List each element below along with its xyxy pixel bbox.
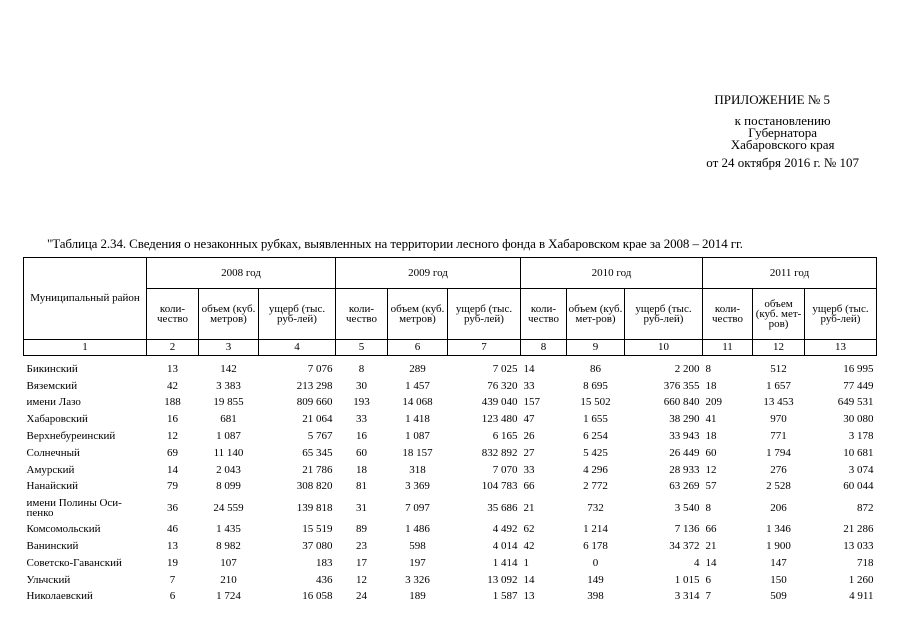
value-cell: 732 — [587, 501, 604, 514]
table-row — [24, 555, 877, 572]
value-cell: 30 080 — [843, 413, 874, 426]
district-name-cell: имени Лазо — [26, 396, 81, 409]
value-cell: 832 892 — [481, 446, 518, 459]
value-cell: 6 254 — [583, 430, 608, 443]
value-cell: 18 157 — [402, 446, 433, 459]
value-cell: 8 099 — [216, 480, 241, 493]
value-cell: 81 — [356, 480, 367, 493]
value-cell: 16 — [167, 413, 178, 426]
value-cell: 79 — [167, 480, 178, 493]
table-title: "Таблица 2.34. Сведения о незаконных рубках, выявленных на территории лесного фонда в Хабаровском крае за 2008 – 2014 гг. — [47, 236, 743, 251]
value-cell: 660 840 — [663, 396, 700, 409]
value-cell: 19 855 — [213, 396, 244, 409]
value-cell: 150 — [770, 573, 787, 586]
table-row — [24, 521, 877, 538]
value-cell: 1 346 — [766, 523, 791, 536]
value-cell: 872 — [857, 501, 874, 514]
column-number: 9 — [567, 340, 625, 356]
district-name-cell: Комсомольский — [26, 523, 101, 536]
value-cell: 7 136 — [674, 523, 700, 536]
table-body — [24, 356, 877, 606]
table-row — [24, 589, 877, 606]
value-cell: 69 — [167, 446, 178, 459]
district-name-cell: имени Полины Оси-пенко — [26, 497, 122, 520]
value-cell: 1 457 — [405, 379, 430, 392]
value-cell: 30 — [356, 379, 367, 392]
illegal-logging-table — [23, 257, 877, 605]
value-cell: 14 068 — [402, 396, 433, 409]
column-number: 10 — [625, 340, 703, 356]
value-cell: 8 — [705, 501, 711, 514]
value-cell: 318 — [409, 463, 426, 476]
value-cell: 21 — [705, 540, 717, 553]
measure-column-header: коли-чество — [147, 289, 199, 340]
value-cell: 14 — [167, 463, 178, 476]
value-cell: 60 — [705, 446, 717, 459]
column-number: 3 — [199, 340, 259, 356]
column-number: 12 — [753, 340, 805, 356]
value-cell: 1 724 — [216, 590, 241, 603]
measure-column-header: коли-чество — [703, 289, 753, 340]
value-cell: 3 314 — [674, 590, 700, 603]
value-cell: 18 — [356, 463, 367, 476]
value-cell: 3 540 — [674, 501, 700, 514]
value-cell: 16 058 — [302, 590, 333, 603]
value-cell: 60 — [356, 446, 367, 459]
value-cell: 15 519 — [302, 523, 333, 536]
value-cell: 7 076 — [307, 362, 333, 375]
value-cell: 1 655 — [583, 413, 608, 426]
value-cell: 6 178 — [583, 540, 608, 553]
resolution-reference — [706, 115, 859, 169]
district-name-cell: Ульчский — [26, 573, 71, 586]
value-cell: 1 486 — [405, 523, 430, 536]
measure-column-header: объем (куб. мет-ров) — [567, 289, 625, 340]
value-cell: 376 355 — [663, 379, 700, 392]
value-cell: 107 — [220, 556, 237, 569]
district-name-cell: Николаевский — [26, 590, 93, 603]
value-cell: 970 — [770, 413, 787, 426]
value-cell: 1 794 — [766, 446, 791, 459]
value-cell: 19 — [167, 556, 178, 569]
value-cell: 8 — [705, 362, 711, 375]
value-cell: 66 — [523, 480, 535, 493]
value-cell: 14 — [523, 362, 535, 375]
district-name-cell: Верхнебуреинский — [26, 430, 116, 443]
value-cell: 206 — [770, 501, 787, 514]
value-cell: 5 767 — [307, 430, 333, 443]
value-cell: 47 — [523, 413, 535, 426]
value-cell: 10 681 — [843, 446, 874, 459]
value-cell: 57 — [705, 480, 717, 493]
value-cell: 7 — [705, 590, 711, 603]
value-cell: 1 260 — [848, 573, 874, 586]
value-cell: 436 — [316, 573, 333, 586]
value-cell: 7 025 — [492, 362, 518, 375]
district-name-cell: Хабаровский — [26, 413, 88, 426]
value-cell: 157 — [523, 396, 540, 409]
value-cell: 147 — [770, 556, 787, 569]
resolution-line: к постановлению — [734, 113, 831, 128]
value-cell: 13 — [167, 540, 178, 553]
value-cell: 213 298 — [296, 379, 333, 392]
table-row — [24, 479, 877, 496]
table-row — [24, 572, 877, 589]
district-name-cell: Советско-Гаванский — [26, 556, 122, 569]
table-row — [24, 411, 877, 428]
table-row — [24, 428, 877, 445]
value-cell: 8 982 — [216, 540, 241, 553]
column-number: 6 — [388, 340, 448, 356]
value-cell: 1 587 — [492, 590, 518, 603]
value-cell: 33 — [523, 379, 535, 392]
table-row — [24, 462, 877, 479]
header-row-column-numbers — [24, 340, 877, 356]
value-cell: 308 820 — [296, 480, 333, 493]
value-cell: 6 — [169, 590, 176, 603]
value-cell: 26 — [523, 430, 535, 443]
value-cell: 38 290 — [669, 413, 700, 426]
value-cell: 649 531 — [837, 396, 874, 409]
value-cell: 76 320 — [487, 379, 518, 392]
value-cell: 197 — [409, 556, 426, 569]
value-cell: 3 178 — [848, 430, 874, 443]
measure-column-header: ущерб (тыс. руб-лей) — [805, 289, 877, 340]
value-cell: 512 — [770, 362, 787, 375]
value-cell: 35 686 — [487, 501, 518, 514]
value-cell: 62 — [523, 523, 535, 536]
value-cell: 189 — [409, 590, 426, 603]
value-cell: 5 425 — [583, 446, 608, 459]
value-cell: 439 040 — [481, 396, 518, 409]
value-cell: 13 — [523, 590, 535, 603]
value-cell: 1 087 — [405, 430, 430, 443]
value-cell: 41 — [705, 413, 717, 426]
value-cell: 8 695 — [583, 379, 608, 392]
district-name-cell: Ванинский — [26, 540, 79, 553]
district-name-cell: Вяземский — [26, 379, 78, 392]
value-cell: 13 453 — [763, 396, 794, 409]
table-row — [24, 538, 877, 555]
value-cell: 14 — [705, 556, 717, 569]
value-cell: 8 — [358, 362, 365, 375]
value-cell: 13 033 — [843, 540, 874, 553]
table-row — [24, 395, 877, 412]
value-cell: 24 559 — [213, 501, 244, 514]
value-cell: 7 070 — [492, 463, 518, 476]
value-cell: 1 435 — [216, 523, 241, 536]
resolution-line: Хабаровского края — [730, 137, 835, 152]
value-cell: 289 — [409, 362, 426, 375]
value-cell: 123 480 — [481, 413, 518, 426]
value-cell: 210 — [220, 573, 237, 586]
value-cell: 77 449 — [843, 379, 874, 392]
value-cell: 23 — [356, 540, 367, 553]
resolution-line: от 24 октября 2016 г. № 107 — [706, 155, 859, 170]
value-cell: 11 140 — [213, 446, 244, 459]
value-cell: 149 — [587, 573, 604, 586]
value-cell: 3 383 — [216, 379, 241, 392]
value-cell: 718 — [857, 556, 874, 569]
column-number: 1 — [24, 340, 147, 356]
value-cell: 1 900 — [766, 540, 791, 553]
measure-column-header: объем (куб. мет-ров) — [753, 289, 805, 340]
value-cell: 6 165 — [492, 430, 518, 443]
table-row — [24, 378, 877, 395]
district-name-cell: Нанайский — [26, 480, 78, 493]
column-number: 2 — [147, 340, 199, 356]
value-cell: 2 528 — [766, 480, 791, 493]
value-cell: 12 — [705, 463, 717, 476]
value-cell: 193 — [353, 396, 370, 409]
value-cell: 89 — [356, 523, 367, 536]
value-cell: 2 043 — [216, 463, 241, 476]
value-cell: 65 345 — [302, 446, 333, 459]
measure-column-header: объем (куб. метров) — [388, 289, 448, 340]
value-cell: 37 080 — [302, 540, 333, 553]
table-row — [24, 361, 877, 378]
value-cell: 86 — [590, 362, 601, 375]
value-cell: 18 — [705, 430, 717, 443]
value-cell: 4 014 — [492, 540, 518, 553]
value-cell: 0 — [592, 556, 599, 569]
district-name-cell: Солнечный — [26, 446, 80, 459]
header-row-years — [24, 258, 877, 289]
value-cell: 13 092 — [487, 573, 518, 586]
value-cell: 398 — [587, 590, 604, 603]
value-cell: 1 414 — [492, 556, 518, 569]
resolution-line: Губернатора — [748, 125, 817, 140]
table-header — [24, 258, 877, 356]
value-cell: 33 943 — [669, 430, 700, 443]
value-cell: 27 — [523, 446, 535, 459]
district-column-header: Муниципальный район — [24, 258, 147, 340]
value-cell: 142 — [220, 362, 237, 375]
value-cell: 31 — [356, 501, 367, 514]
value-cell: 16 995 — [843, 362, 874, 375]
value-cell: 104 783 — [481, 480, 518, 493]
value-cell: 2 772 — [583, 480, 608, 493]
value-cell: 17 — [356, 556, 367, 569]
value-cell: 21 064 — [302, 413, 333, 426]
value-cell: 12 — [356, 573, 367, 586]
value-cell: 139 818 — [296, 501, 333, 514]
value-cell: 28 933 — [669, 463, 700, 476]
measure-column-header: объем (куб. метров) — [199, 289, 259, 340]
measure-column-header: ущерб (тыс. руб-лей) — [448, 289, 521, 340]
value-cell: 24 — [356, 590, 367, 603]
district-name-cell: Амурский — [26, 463, 75, 476]
value-cell: 771 — [770, 430, 787, 443]
value-cell: 681 — [220, 413, 237, 426]
value-cell: 276 — [770, 463, 787, 476]
column-number: 8 — [521, 340, 567, 356]
district-name-cell: Бикинский — [26, 362, 78, 375]
value-cell: 15 502 — [580, 396, 611, 409]
value-cell: 60 044 — [843, 480, 874, 493]
value-cell: 1 — [523, 556, 529, 569]
value-cell: 209 — [705, 396, 722, 409]
value-cell: 188 — [164, 396, 181, 409]
value-cell: 4 911 — [849, 590, 874, 603]
column-number: 7 — [448, 340, 521, 356]
value-cell: 21 — [523, 501, 535, 514]
value-cell: 3 369 — [405, 480, 430, 493]
year-header: 2010 год — [521, 258, 703, 289]
value-cell: 6 — [705, 573, 711, 586]
value-cell: 26 449 — [669, 446, 700, 459]
value-cell: 18 — [705, 379, 717, 392]
value-cell: 14 — [523, 573, 535, 586]
value-cell: 12 — [167, 430, 178, 443]
value-cell: 66 — [705, 523, 717, 536]
table-row — [24, 495, 877, 521]
measure-column-header: коли-чество — [336, 289, 388, 340]
column-number: 4 — [259, 340, 336, 356]
value-cell: 42 — [167, 379, 178, 392]
table-row — [24, 445, 877, 462]
column-number: 11 — [703, 340, 753, 356]
value-cell: 34 372 — [669, 540, 700, 553]
value-cell: 36 — [167, 501, 178, 514]
value-cell: 1 418 — [405, 413, 430, 426]
value-cell: 1 657 — [766, 379, 791, 392]
value-cell: 21 286 — [843, 523, 874, 536]
value-cell: 63 269 — [669, 480, 700, 493]
value-cell: 1 015 — [674, 573, 700, 586]
year-header: 2009 год — [336, 258, 521, 289]
header-row-measures — [24, 289, 877, 340]
value-cell: 809 660 — [296, 396, 333, 409]
value-cell: 4 296 — [583, 463, 608, 476]
value-cell: 7 097 — [405, 501, 430, 514]
measure-column-header: коли-чество — [521, 289, 567, 340]
value-cell: 42 — [523, 540, 535, 553]
column-number: 5 — [336, 340, 388, 356]
value-cell: 4 — [694, 556, 700, 569]
value-cell: 598 — [409, 540, 426, 553]
value-cell: 509 — [770, 590, 787, 603]
value-cell: 3 074 — [848, 463, 874, 476]
value-cell: 21 786 — [302, 463, 333, 476]
value-cell: 7 — [169, 573, 176, 586]
measure-column-header: ущерб (тыс. руб-лей) — [625, 289, 703, 340]
appendix-label: ПРИЛОЖЕНИЕ № 5 — [714, 92, 830, 107]
value-cell: 3 326 — [405, 573, 430, 586]
value-cell: 13 — [167, 362, 178, 375]
value-cell: 2 200 — [674, 362, 700, 375]
value-cell: 33 — [523, 463, 535, 476]
value-cell: 1 214 — [583, 523, 608, 536]
value-cell: 16 — [356, 430, 367, 443]
column-number: 13 — [805, 340, 877, 356]
value-cell: 33 — [356, 413, 367, 426]
year-header: 2011 год — [703, 258, 877, 289]
value-cell: 1 087 — [216, 430, 241, 443]
year-header: 2008 год — [147, 258, 336, 289]
value-cell: 4 492 — [492, 523, 518, 536]
value-cell: 46 — [167, 523, 178, 536]
value-cell: 183 — [316, 556, 333, 569]
measure-column-header: ущерб (тыс. руб-лей) — [259, 289, 336, 340]
